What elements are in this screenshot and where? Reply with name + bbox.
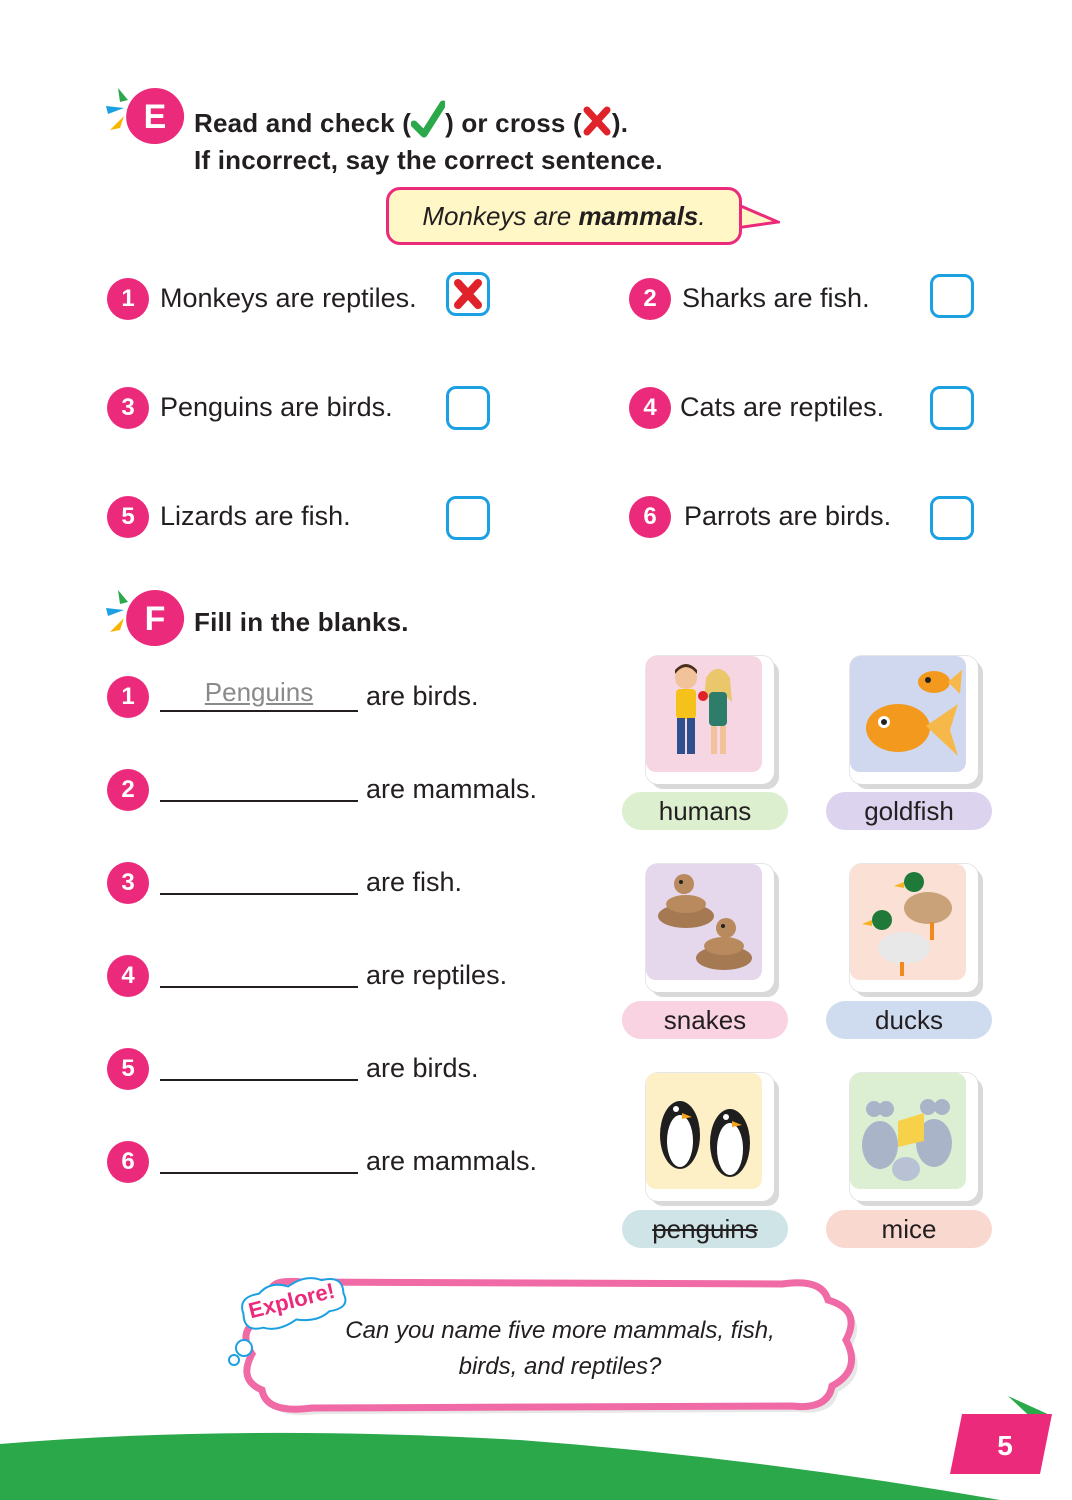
check-icon	[411, 100, 445, 140]
sentence-suffix: are reptiles.	[366, 960, 508, 990]
answer-checkbox[interactable]	[446, 272, 490, 316]
word-bank-penguins-text: penguins	[652, 1214, 758, 1244]
section-e-letter: E	[143, 98, 167, 136]
cross-icon	[582, 104, 612, 138]
picture-card-snakes	[646, 864, 774, 992]
snakes-image	[646, 864, 762, 980]
answer-checkbox[interactable]	[930, 496, 974, 540]
picture-card-penguins	[646, 1073, 774, 1201]
item-number: 3	[107, 862, 149, 904]
word-bank-snakes: snakes	[622, 1001, 788, 1039]
sentence-suffix: are birds.	[366, 681, 479, 711]
item-number: 5	[107, 1048, 149, 1090]
humans-image	[646, 656, 762, 772]
sentence-suffix: are mammals.	[366, 774, 538, 804]
picture-card-humans	[646, 656, 774, 784]
statement-text: Lizards are fish.	[160, 501, 351, 531]
statement-text: Cats are reptiles.	[680, 392, 885, 422]
cross-mark-icon	[449, 275, 487, 313]
item-number: 2	[629, 278, 671, 320]
word-bank-humans: humans	[622, 792, 788, 830]
sentence-suffix: are mammals.	[366, 1146, 538, 1176]
speech-tail	[736, 202, 780, 232]
section-e-badge	[104, 86, 184, 150]
fill-blank[interactable]	[160, 1041, 358, 1081]
answer-checkbox[interactable]	[446, 496, 490, 540]
word-bank-penguins	[622, 1210, 788, 1248]
fill-blank[interactable]	[160, 948, 358, 988]
section-f-badge	[104, 588, 184, 652]
picture-card-goldfish	[850, 656, 978, 784]
statement-text: Penguins are birds.	[160, 392, 393, 422]
picture-card-mice	[850, 1073, 978, 1201]
explore-question: Can you name five more mammals, fish, birds, and reptiles?	[345, 1317, 775, 1380]
item-number: 1	[107, 278, 149, 320]
answer-checkbox[interactable]	[930, 386, 974, 430]
section-f-heading: Fill in the blanks.	[194, 607, 409, 637]
penguins-image	[646, 1073, 762, 1189]
mice-image	[850, 1073, 966, 1189]
picture-card-ducks	[850, 864, 978, 992]
ducks-image	[850, 864, 966, 980]
item-number: 4	[629, 387, 671, 429]
word-bank-goldfish: goldfish	[826, 792, 992, 830]
section-e-instruction: If incorrect, say the correct sentence.	[194, 145, 663, 175]
item-number: 3	[107, 387, 149, 429]
word-bank-mice: mice	[826, 1210, 992, 1248]
item-number: 6	[107, 1141, 149, 1183]
goldfish-image	[850, 656, 966, 772]
sentence-suffix: are birds.	[366, 1053, 479, 1083]
item-number: 1	[107, 676, 149, 718]
item-number: 5	[107, 496, 149, 538]
page-number: 5	[997, 1430, 1013, 1461]
footer-hill	[0, 1410, 1072, 1500]
fill-blank[interactable]	[160, 855, 358, 895]
item-number: 4	[107, 955, 149, 997]
fill-blank[interactable]	[160, 1134, 358, 1174]
answer-checkbox[interactable]	[446, 386, 490, 430]
blank-answer: Penguins	[204, 677, 314, 707]
sentence-suffix: are fish.	[366, 867, 463, 897]
word-bank-ducks: ducks	[826, 1001, 992, 1039]
statement-text: Parrots are birds.	[684, 501, 892, 531]
fill-blank[interactable]	[160, 762, 358, 802]
statement-text: Sharks are fish.	[682, 283, 870, 313]
explore-tag-text: Explore!	[245, 1277, 338, 1324]
section-e-heading: Read and check ( ) or cross ( ).	[194, 100, 628, 143]
example-speech-bubble: Monkeys are mammals.	[386, 187, 742, 245]
item-number: 2	[107, 769, 149, 811]
answer-checkbox[interactable]	[930, 274, 974, 318]
statement-text: Monkeys are reptiles.	[160, 283, 417, 313]
fill-blank[interactable]	[160, 672, 358, 712]
item-number: 6	[629, 496, 671, 538]
section-f-letter: F	[144, 600, 166, 638]
